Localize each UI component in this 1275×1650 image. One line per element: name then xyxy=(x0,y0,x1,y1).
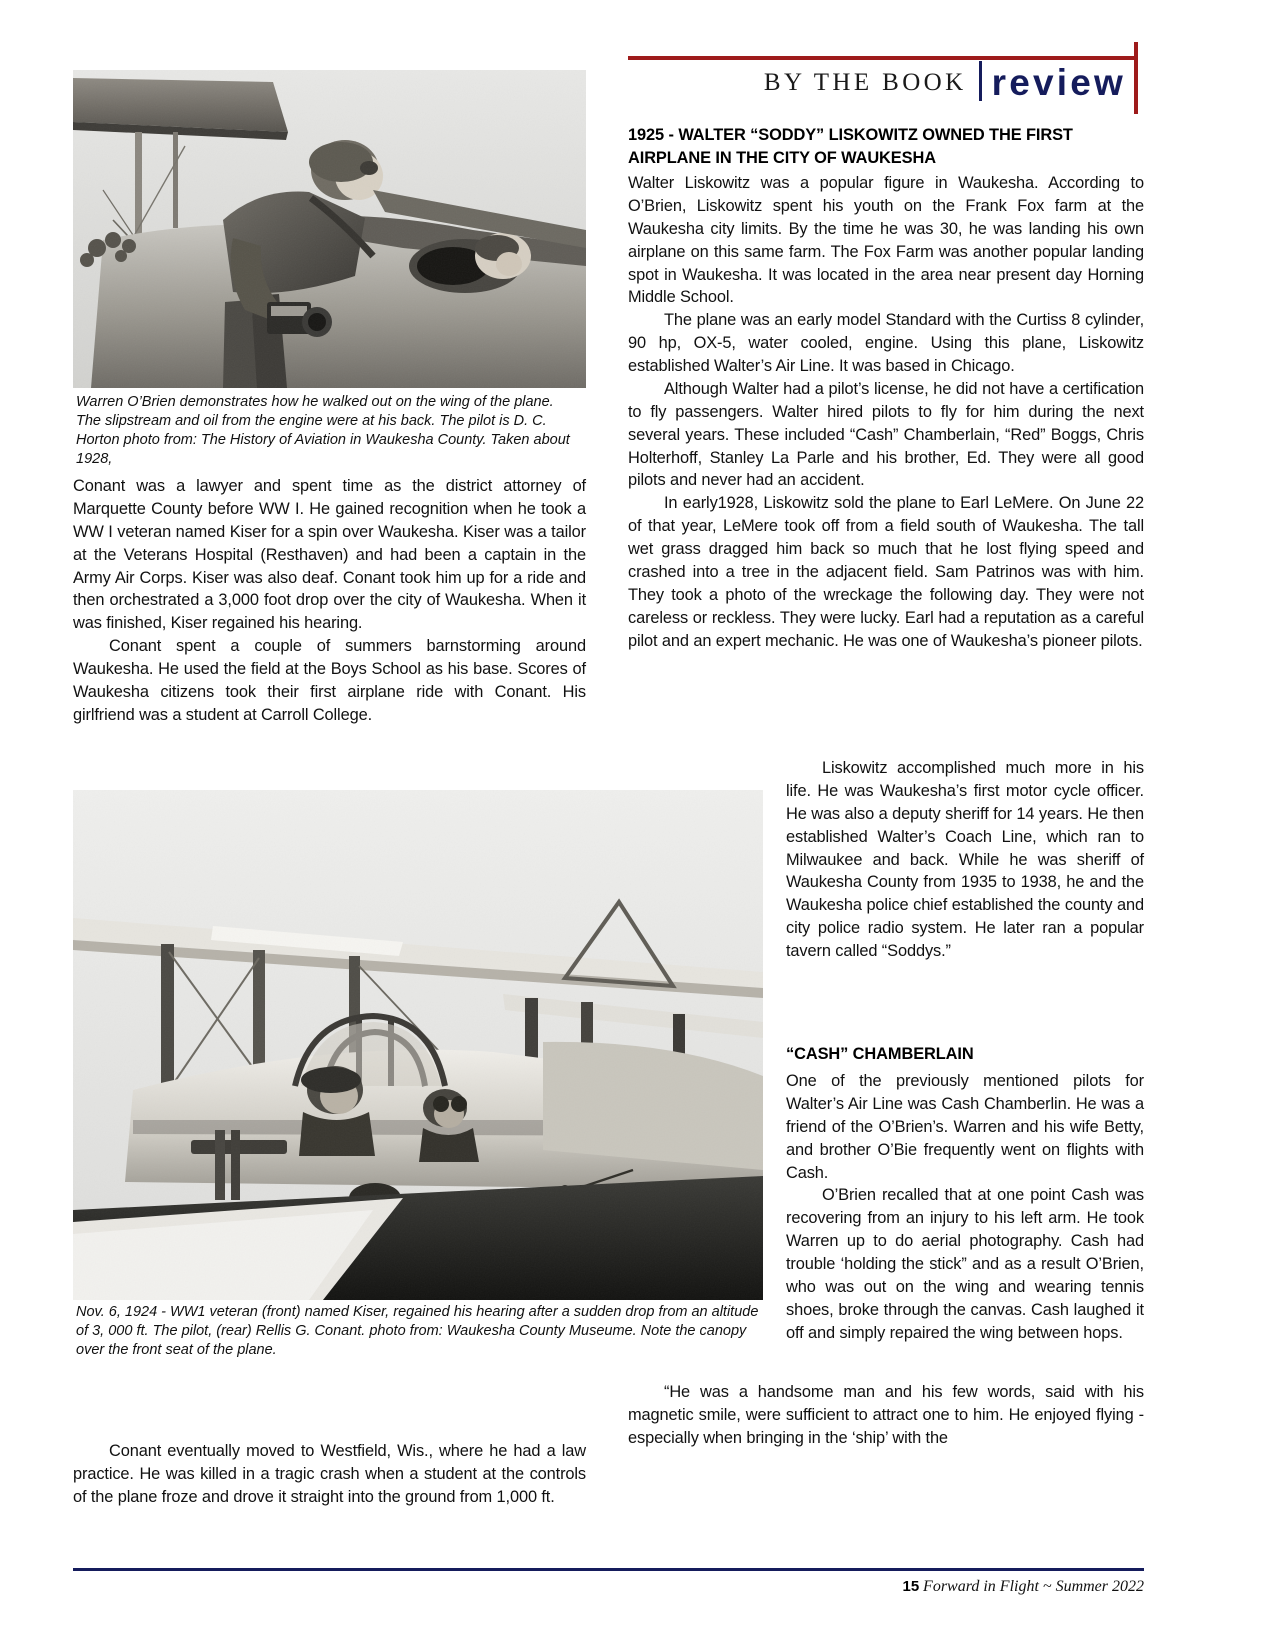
footer xyxy=(644,1578,1144,1596)
right-paragraph-2: The plane was an early model Standard with the Curtiss 8 cylinder, 90 hp, OX-5, water cooled, engine. Using this plane, Liskowitz established Walter’s Air Line. It was based in Chicago. xyxy=(628,311,1144,375)
right-column-text-block-3 xyxy=(628,1381,1144,1450)
photo-wing-walker-graphic xyxy=(73,70,586,388)
right-paragraph-6: One of the previously mentioned pilots for Walter’s Air Line was Cash Chamberlin. He was a friend of the O’Brien’s. Warren and his wife Betty, and brother O’Bie frequently went on flights with Cash. xyxy=(786,1072,1144,1182)
masthead-pipe-divider xyxy=(979,61,982,101)
right-column-text-block-1 xyxy=(628,172,1144,652)
photo-biplane-kiser-graphic xyxy=(73,790,763,1300)
publication-name: Forward in Flight ~ Summer 2022 xyxy=(923,1578,1144,1595)
masthead-by-the-book-label: BY THE BOOK xyxy=(763,69,967,96)
left-paragraph-2: Conant spent a couple of summers barnstorming around Waukesha. He used the field at the Boys School as his base. Scores of Waukesha citizens took their first airplane ride with Conant. His girlfriend was a student at Carroll College. xyxy=(73,637,586,724)
photo-wing-walker xyxy=(73,70,586,388)
masthead-vertical-rule xyxy=(1134,42,1138,114)
right-paragraph-3: Although Walter had a pilot’s license, he did not have a certification to fly passengers. Walter hired pilots to fly for him during the next several years. These included “Cash” Chamberlain, “Red” Boggs, Chris Holterhoff, Stanley La Parle and his brother, Ed. They were all good pilots and never had an accident. xyxy=(628,379,1144,490)
right-column-text-block-narrow xyxy=(786,757,1144,963)
article-heading-liskowitz: 1925 - WALTER “SODDY” LISKOWITZ OWNED THE FIRST AIRPLANE IN THE CITY OF WAUKESHA xyxy=(628,126,1073,167)
left-column-text-block-2 xyxy=(73,1440,586,1509)
photo-caption-bottom: Nov. 6, 1924 - WW1 veteran (front) named Kiser, regained his hearing after a sudden drop from an altitude of 3, 000 ft. The pilot, (rear) Rellis G. Conant. photo from: Waukesha County Museume. Note the canopy over the front seat of the plane. xyxy=(76,1304,759,1358)
photo-caption-top: Warren O’Brien demonstrates how he walked out on the wing of the plane. The slipstream and oil from the engine were at his back. The pilot is D. C. Horton photo from: The History of Aviation in Waukesha County. Taken about 1928, xyxy=(76,394,570,467)
photo-biplane-kiser xyxy=(73,790,763,1300)
page-number: 15 xyxy=(902,1578,920,1595)
right-column-text-block-2 xyxy=(786,1070,1144,1345)
masthead-title xyxy=(628,62,1126,104)
left-column-text-block-1 xyxy=(73,475,586,727)
masthead xyxy=(628,42,1144,114)
right-paragraph-4: In early1928, Liskowitz sold the plane to Earl LeMere. On June 22 of that year, LeMere took off from a field south of Waukesha. The tall wet grass dragged him back so much that he lost flying speed and crashed into a tree in the adjacent field. Sam Patrinos was with him. They took a photo of the wreckage the following day. They were not careless or reckless. They were lucky. Earl had a reputation as a careful pilot and an expert mechanic. He was one of Waukesha’s pioneer pilots. xyxy=(628,494,1144,650)
left-paragraph-1: Conant was a lawyer and spent time as the district attorney of Marquette County before WW I. He gained recognition when he took a WW I veteran named Kiser for a spin over Waukesha. Kiser was a tailor at the Veterans Hospital (Resthaven) and had been a captain in the Army Air Corps. Kiser was also deaf. Conant took him up for a ride and then orchestrated a 3,000 foot drop over the city of Waukesha. When it was finished, Kiser regained his hearing. xyxy=(73,477,586,633)
article-heading-cash-chamberlain: “CASH” CHAMBERLAIN xyxy=(786,1045,974,1063)
footer-rule xyxy=(73,1568,1144,1571)
right-paragraph-1: Walter Liskowitz was a popular figure in Waukesha. According to O’Brien, Liskowitz spent his youth on the Frank Fox farm at the Waukesha city limits. By the time he was 30, he was landing his own airplane on this same farm. The Fox Farm was another popular landing spot in Waukesha. It was located in the area near present day Horning Middle School. xyxy=(628,174,1144,307)
right-paragraph-5: Liskowitz accomplished much more in his life. He was Waukesha’s first motor cycle officer. He was also a deputy sheriff for 14 years. He then established Walter’s Coach Line, which ran to Milwaukee and back. While he was sheriff of Waukesha County from 1935 to 1938, he and the Waukesha police chief established the county and city police radio system. He later ran a popular tavern called “Soddys.” xyxy=(786,759,1144,960)
right-paragraph-7: O’Brien recalled that at one point Cash was recovering from an injury to his left arm. He took Warren up to do aerial photography. Cash had trouble ‘holding the stick” and as a result O’Brien, who was out on the wing and wearing tennis shoes, broke through the canvas. Cash laughed it off and simply repaired the wing between hops. xyxy=(786,1186,1144,1342)
masthead-review-label: review xyxy=(991,62,1126,103)
left-paragraph-3: Conant eventually moved to Westfield, Wis., where he had a law practice. He was killed in a tragic crash when a student at the controls of the plane froze and drove it straight into the ground from 1,000 ft. xyxy=(73,1442,586,1506)
masthead-horizontal-rule xyxy=(628,56,1138,60)
right-paragraph-8: “He was a handsome man and his few words, said with his magnetic smile, were sufficient to attract one to him. He enjoyed flying - especially when bringing in the ‘ship’ with the xyxy=(628,1383,1144,1447)
